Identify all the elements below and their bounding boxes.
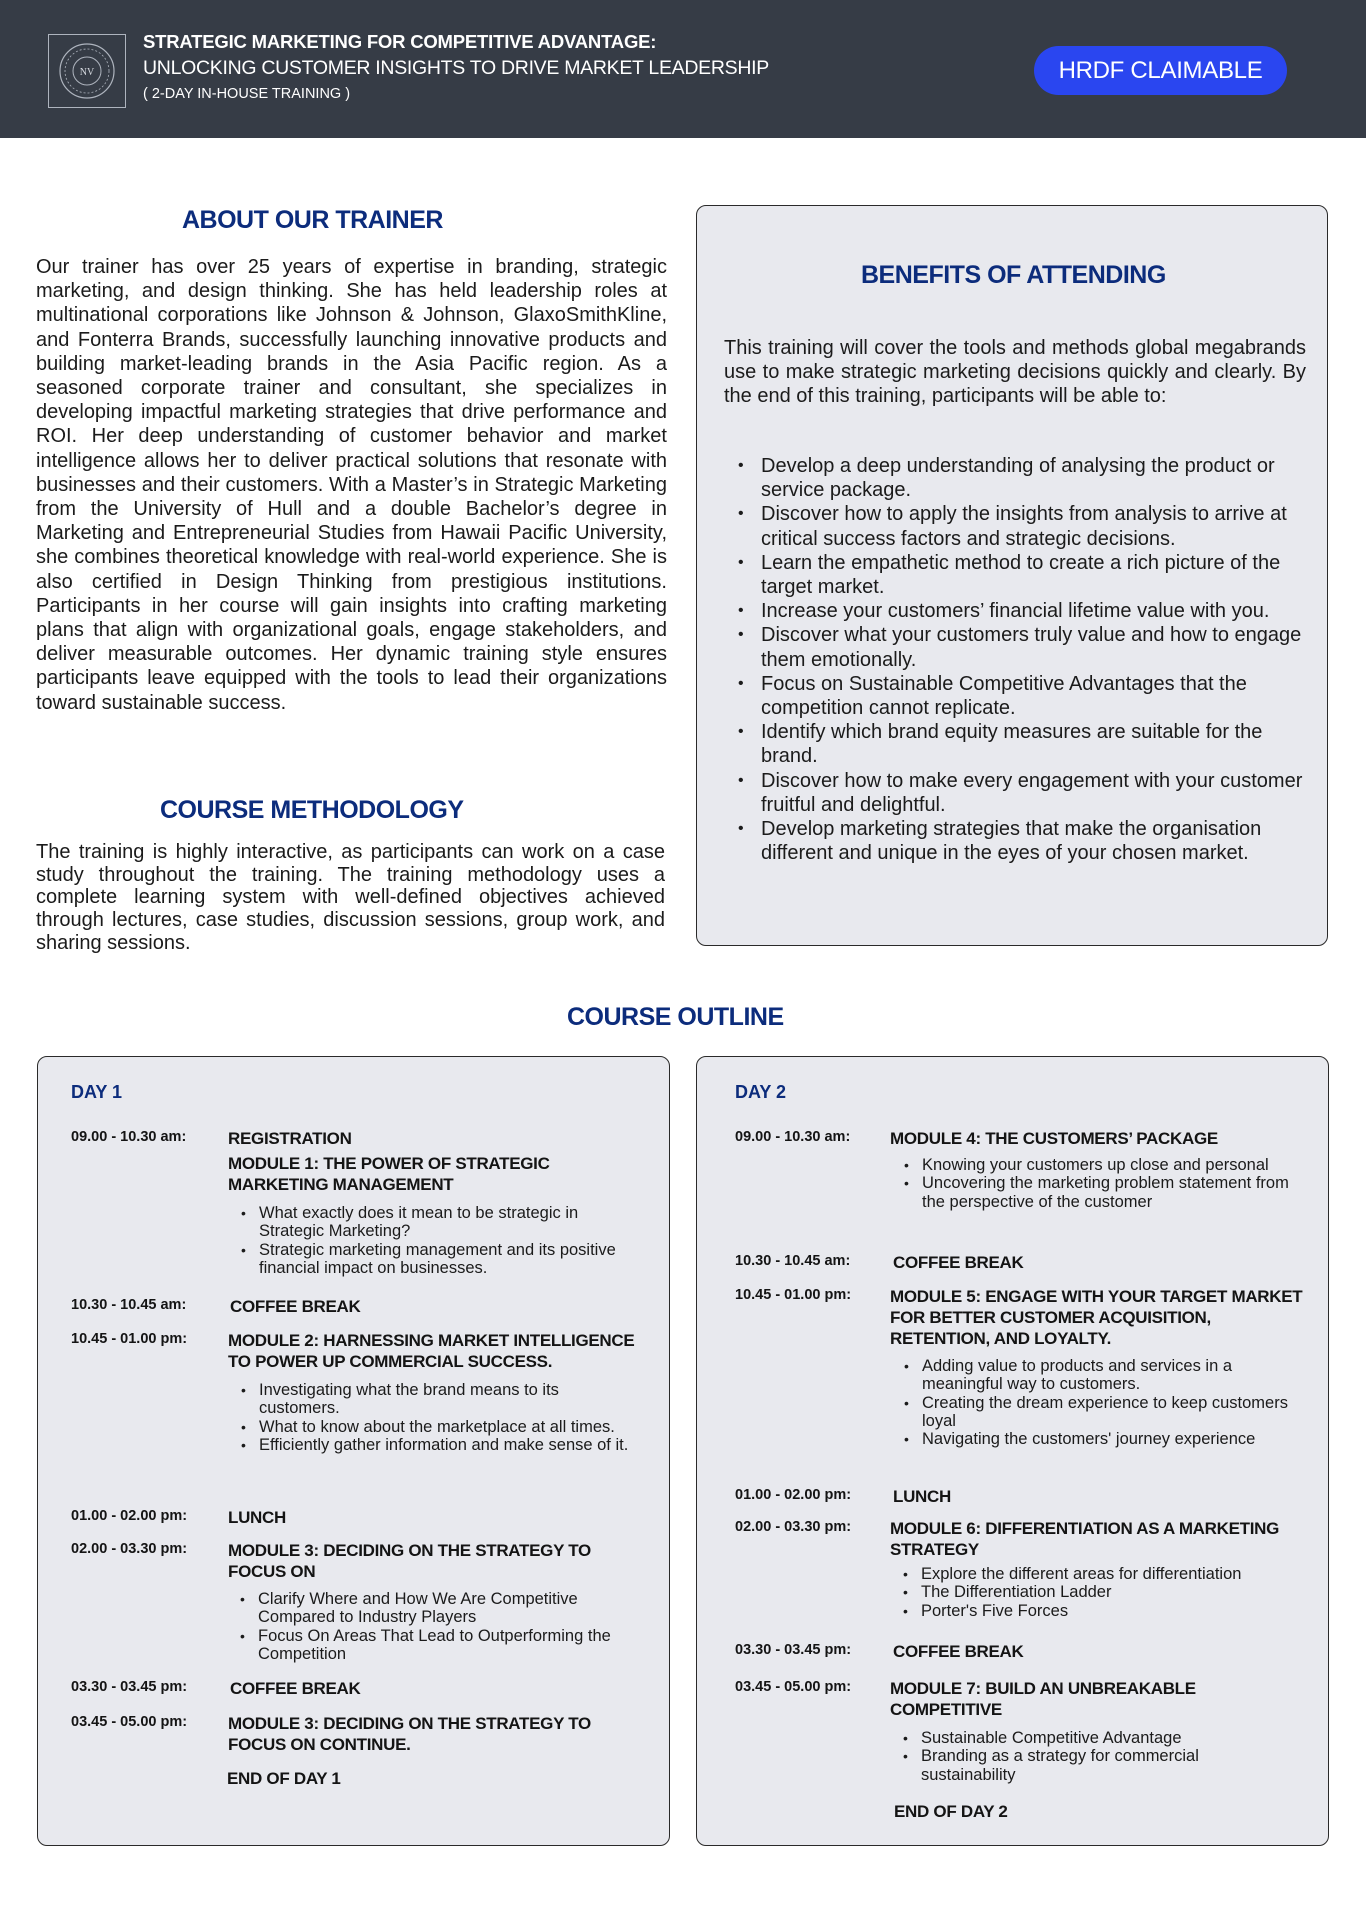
list-item: • Porter's Five Forces <box>899 1602 1299 1620</box>
list-item: • Explore the different areas for differentiation <box>899 1565 1299 1583</box>
module-3-list <box>236 1590 626 1663</box>
benefits-heading: BENEFITS OF ATTENDING <box>861 261 1166 289</box>
module-7-list <box>899 1729 1269 1784</box>
course-title-line2: UNLOCKING CUSTOMER INSIGHTS TO DRIVE MARKET LEADERSHIP <box>143 57 769 79</box>
time-slot: 09.00 - 10.30 am: <box>735 1129 851 1145</box>
list-item: • Focus On Areas That Lead to Outperforming the Competition <box>236 1627 626 1664</box>
list-item: • Branding as a strategy for commercial sustainability <box>899 1747 1269 1784</box>
module-5-title: MODULE 5: ENGAGE WITH YOUR TARGET MARKET FOR BETTER CUSTOMER ACQUISITION, RETENTION, AND LOYALTY. <box>890 1287 1303 1348</box>
header-bar <box>0 0 1366 138</box>
list-item: • Adding value to products and services in a meaningful way to customers. <box>900 1357 1295 1394</box>
time-slot: 01.00 - 02.00 pm: <box>71 1508 188 1524</box>
list-item: • What exactly does it mean to be strategic in Strategic Marketing? <box>237 1204 622 1241</box>
logo <box>48 34 126 108</box>
list-item: • Identify which brand equity measures are suitable for the brand. <box>738 720 1308 768</box>
list-item: • Discover what your customers truly value and how to engage them emotionally. <box>738 623 1308 671</box>
coffee-break-label: COFFEE BREAK <box>893 1253 1024 1272</box>
lunch-label: LUNCH <box>228 1508 286 1527</box>
about-trainer-heading: ABOUT OUR TRAINER <box>182 206 443 234</box>
time-slot: 10.30 - 10.45 am: <box>71 1297 187 1313</box>
course-methodology-text: The training is highly interactive, as participants can work on a case study throughout the training. The training methodology uses a complete learning system with well-defined objectives achieved through lectures, case studies, discussion sessions, group work, and sharing sessions. <box>36 841 665 954</box>
list-item: • Develop a deep understanding of analysing the product or service package. <box>738 454 1308 502</box>
module-5-list <box>900 1357 1295 1448</box>
module-2-title: MODULE 2: HARNESSING MARKET INTELLIGENCE TO POWER UP COMMERCIAL SUCCESS. <box>228 1331 635 1371</box>
list-item: • Discover how to apply the insights from analysis to arrive at critical success factors and strategic decisions. <box>738 502 1308 550</box>
logo-emblem-icon <box>55 40 119 102</box>
time-slot: 03.45 - 05.00 pm: <box>71 1714 188 1730</box>
time-slot: 02.00 - 03.30 pm: <box>735 1519 852 1535</box>
course-outline-heading: COURSE OUTLINE <box>567 1003 784 1031</box>
module-1-title: MODULE 1: THE POWER OF STRATEGIC MARKETING MANAGEMENT <box>228 1154 550 1194</box>
list-item: • Efficiently gather information and make sense of it. <box>237 1436 629 1454</box>
list-item: • Develop marketing strategies that make the organisation different and unique in the eyes of your chosen market. <box>738 817 1308 865</box>
list-item: • Discover how to make every engagement with your customer fruitful and delightful. <box>738 769 1308 817</box>
logo-text: NV <box>79 67 95 78</box>
about-trainer-text: Our trainer has over 25 years of expertise in branding, strategic marketing, and design thinking. She has held leadership roles at multinational corporations like Johnson & Johnson, GlaxoSmithKline, and Fonterra Brands, successfully launching innovative products and building market-leading brands in the Asia Pacific region. As a seasoned corporate trainer and consultant, she specializes in developing impactful marketing strategies that drive performance and ROI. Her deep understanding of customer behavior and market intelligence allows her to deliver practical solutions that resonate with businesses and their customers. With a Master’s in Strategic Marketing from the University of Hull and a double Bachelor’s degree in Marketing and Entrepreneurial Studies from Hawaii Pacific University, she combines theoretical knowledge with real-world experience. She is also certified in Design Thinking from prestigious institutions. Participants in her course will gain insights into crafting marketing plans that align with organizational goals, engage stakeholders, and deliver measurable outcomes. Her dynamic training style ensures participants leave equipped with the tools to lead their organizations toward sustainable success. <box>36 256 667 714</box>
list-item: • Sustainable Competitive Advantage <box>899 1729 1269 1747</box>
list-item: • What to know about the marketplace at all times. <box>237 1418 629 1436</box>
module-3-continue-title: MODULE 3: DECIDING ON THE STRATEGY TO FOCUS ON CONTINUE. <box>228 1714 591 1754</box>
hrdf-claimable-badge[interactable]: HRDF CLAIMABLE <box>1034 46 1287 95</box>
benefits-intro: This training will cover the tools and methods global megabrands use to make strategic marketing decisions quickly and clearly. By the end of this training, participants will be able to: <box>724 337 1306 408</box>
benefits-list <box>738 454 1308 865</box>
module-6-list <box>899 1565 1299 1620</box>
time-slot: 01.00 - 02.00 pm: <box>735 1487 852 1503</box>
end-of-day1-label: END OF DAY 1 <box>227 1769 341 1788</box>
time-slot: 03.30 - 03.45 pm: <box>71 1679 188 1695</box>
list-item: • Uncovering the marketing problem statement from the perspective of the customer <box>900 1174 1295 1211</box>
day1-label: DAY 1 <box>71 1082 123 1102</box>
time-slot: 03.30 - 03.45 pm: <box>735 1642 852 1658</box>
module-1-list <box>237 1204 622 1277</box>
list-item: • Focus on Sustainable Competitive Advantages that the competition cannot replicate. <box>738 672 1308 720</box>
list-item: • The Differentiation Ladder <box>899 1583 1299 1601</box>
list-item: • Strategic marketing management and its positive financial impact on businesses. <box>237 1241 622 1278</box>
time-slot: 02.00 - 03.30 pm: <box>71 1541 188 1557</box>
module-2-list <box>237 1381 629 1454</box>
time-slot: 03.45 - 05.00 pm: <box>735 1679 852 1695</box>
list-item: • Creating the dream experience to keep customers loyal <box>900 1394 1295 1431</box>
module-6-title: MODULE 6: DIFFERENTIATION AS A MARKETING STRATEGY <box>890 1519 1280 1559</box>
coffee-break-label: COFFEE BREAK <box>893 1642 1024 1661</box>
time-slot: 10.45 - 01.00 pm: <box>735 1287 852 1303</box>
list-item: • Increase your customers’ financial lifetime value with you. <box>738 599 1308 623</box>
coffee-break-label: COFFEE BREAK <box>230 1297 361 1316</box>
list-item: • Knowing your customers up close and personal <box>900 1156 1295 1174</box>
course-title-line3: ( 2-DAY IN-HOUSE TRAINING ) <box>143 86 351 102</box>
day2-label: DAY 2 <box>735 1082 787 1102</box>
module-4-list <box>900 1156 1295 1211</box>
list-item: • Navigating the customers' journey experience <box>900 1430 1295 1448</box>
list-item: • Clarify Where and How We Are Competitive Compared to Industry Players <box>236 1590 626 1627</box>
time-slot: 09.00 - 10.30 am: <box>71 1129 187 1145</box>
course-title-line1: STRATEGIC MARKETING FOR COMPETITIVE ADVANTAGE: <box>143 31 657 52</box>
module-4-title: MODULE 4: THE CUSTOMERS’ PACKAGE <box>890 1129 1218 1148</box>
module-7-title: MODULE 7: BUILD AN UNBREAKABLE COMPETITIVE <box>890 1679 1196 1719</box>
module-3-title: MODULE 3: DECIDING ON THE STRATEGY TO FOCUS ON <box>228 1541 591 1581</box>
end-of-day2-label: END OF DAY 2 <box>894 1802 1008 1821</box>
course-methodology-heading: COURSE METHODOLOGY <box>160 796 464 824</box>
lunch-label: LUNCH <box>893 1487 951 1506</box>
time-slot: 10.30 - 10.45 am: <box>735 1253 851 1269</box>
time-slot: 10.45 - 01.00 pm: <box>71 1331 188 1347</box>
list-item: • Investigating what the brand means to its customers. <box>237 1381 629 1418</box>
coffee-break-label: COFFEE BREAK <box>230 1679 361 1698</box>
registration-label: REGISTRATION <box>228 1129 352 1148</box>
list-item: • Learn the empathetic method to create a rich picture of the target market. <box>738 551 1308 599</box>
